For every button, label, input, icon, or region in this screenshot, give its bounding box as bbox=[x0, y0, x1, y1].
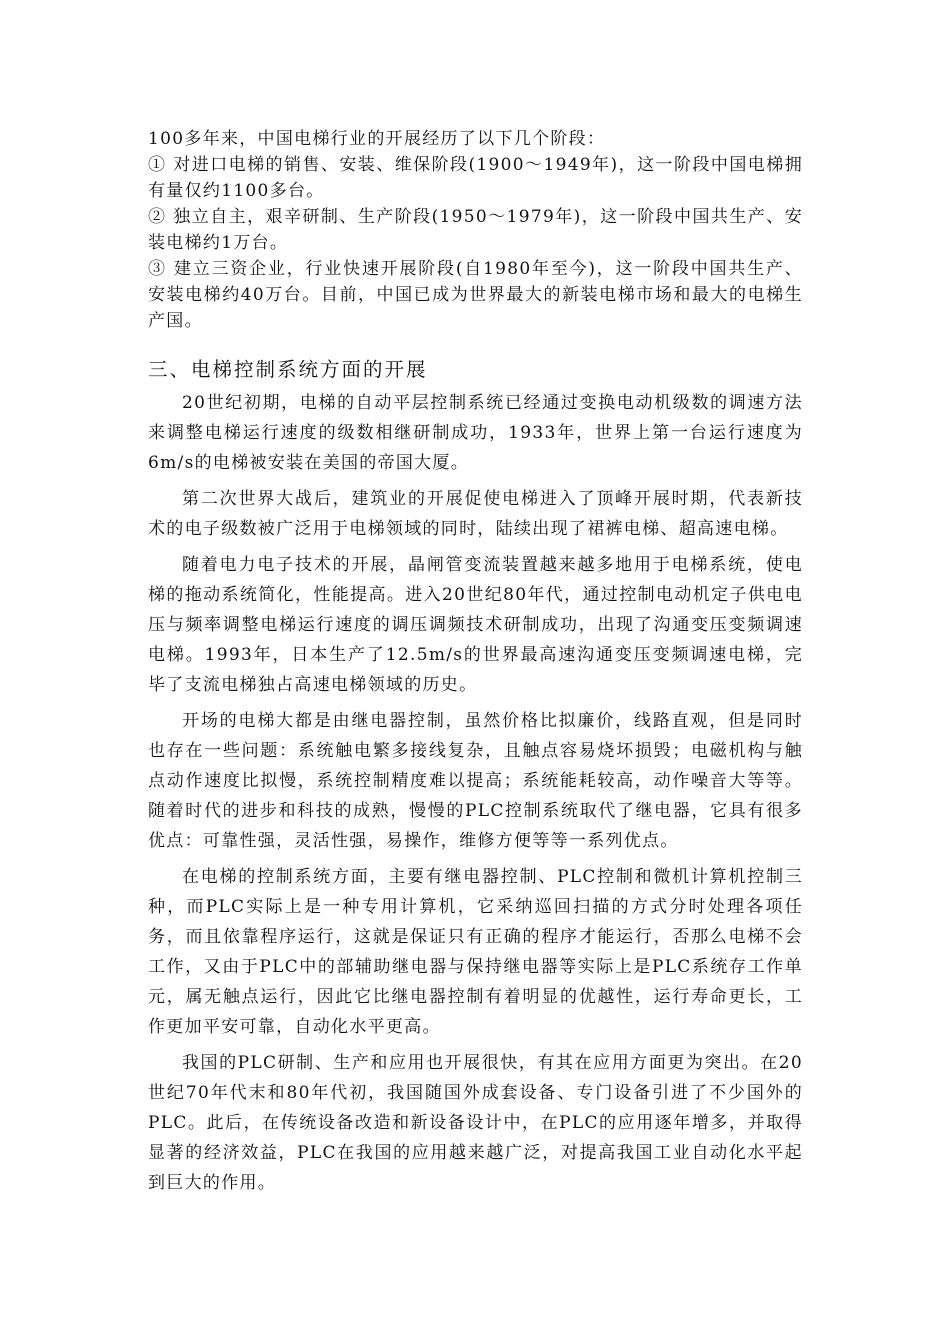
stage-item-3: ③ 建立三资企业，行业快速开展阶段(自1980年至今)，这一阶段中国共生产、安装电梯约40万台。目前，中国已成为世界最大的新装电梯市场和最大的电梯生产国。 bbox=[148, 259, 803, 331]
paragraph-4: 开场的电梯大都是由继电器控制，虽然价格比拟廉价，线路直观，但是同时也存在一些问题：系统触电繁多接线复杂，且触点容易烧坏损毁；电磁机构与触点动作速度比拟慢，系统控制精度难以提高；系统能耗较高，动作噪音大等等。随着时代的进步和科技的成熟，慢慢的PLC控制系统取代了继电器，它具有很多优点：可靠性强，灵活性强，易操作，维修方便等等一系列优点。 bbox=[148, 711, 803, 851]
stage-item-2: ② 独立自主，艰辛研制、生产阶段(1950～1979年)，这一阶段中国共生产、安装电梯约1万台。 bbox=[148, 207, 803, 253]
stage-item-1: ① 对进口电梯的销售、安装、维保阶段(1900～1949年)，这一阶段中国电梯拥有量仅约1100多台。 bbox=[148, 155, 803, 201]
intro-line: 100多年来，中国电梯行业的开展经历了以下几个阶段： bbox=[148, 129, 606, 149]
paragraph-5: 在电梯的控制系统方面，主要有继电器控制、PLC控制和微机计算机控制三种，而PLC实际上是一种专用计算机，它采纳巡回扫描的方式分时处理各项任务，而且依靠程序运行，这就是保证只有正确的程序才能运行，否那么电梯不会工作，又由于PLC中的部辅助继电器与保持继电器等实际上是PLC系统存工作单元，属无触点运行，因此它比继电器控制有着明显的优越性，运行寿命更长，工作更加平安可靠，自动化水平更高。 bbox=[148, 867, 803, 1037]
document-page bbox=[148, 126, 803, 1204]
paragraph-6: 我国的PLC研制、生产和应用也开展很快，有其在应用方面更为突出。在20世纪70年代末和80年代初，我国随国外成套设备、专门设备引进了不少国外的PLC。此后，在传统设备改造和新设备设计中，在PLC的应用逐年增多，并取得显著的经济效益，PLC在我国的应用越来越广泛，对提高我国工业自动化水平起到巨大的作用。 bbox=[148, 1053, 803, 1193]
paragraph-1: 20世纪初期，电梯的自动平层控制系统已经通过变换电动机级数的调速方法来调整电梯运行速度的级数相继研制成功，1933年，世界上第一台运行速度为6m/s的电梯被安装在美国的帝国大厦。 bbox=[148, 393, 803, 473]
paragraph-2: 第二次世界大战后，建筑业的开展促使电梯进入了顶峰开展时期，代表新技术的电子级数被广泛用于电梯领域的同时，陆续出现了裙裤电梯、超高速电梯。 bbox=[148, 489, 803, 539]
paragraph-3: 随着电力电子技术的开展，晶闸管变流装置越来越多地用于电梯系统，使电梯的拖动系统简化，性能提高。进入20世纪80年代，通过控制电动机定子供电电压与频率调整电梯运行速度的调压调频技术研制成功，出现了沟通变压变频调速电梯。1993年，日本生产了12.5m/s的世界最高速沟通变压变频调速电梯，完毕了支流电梯独占高速电梯领域的历史。 bbox=[148, 555, 803, 695]
section-heading: 三、电梯控制系统方面的开展 bbox=[148, 358, 428, 381]
